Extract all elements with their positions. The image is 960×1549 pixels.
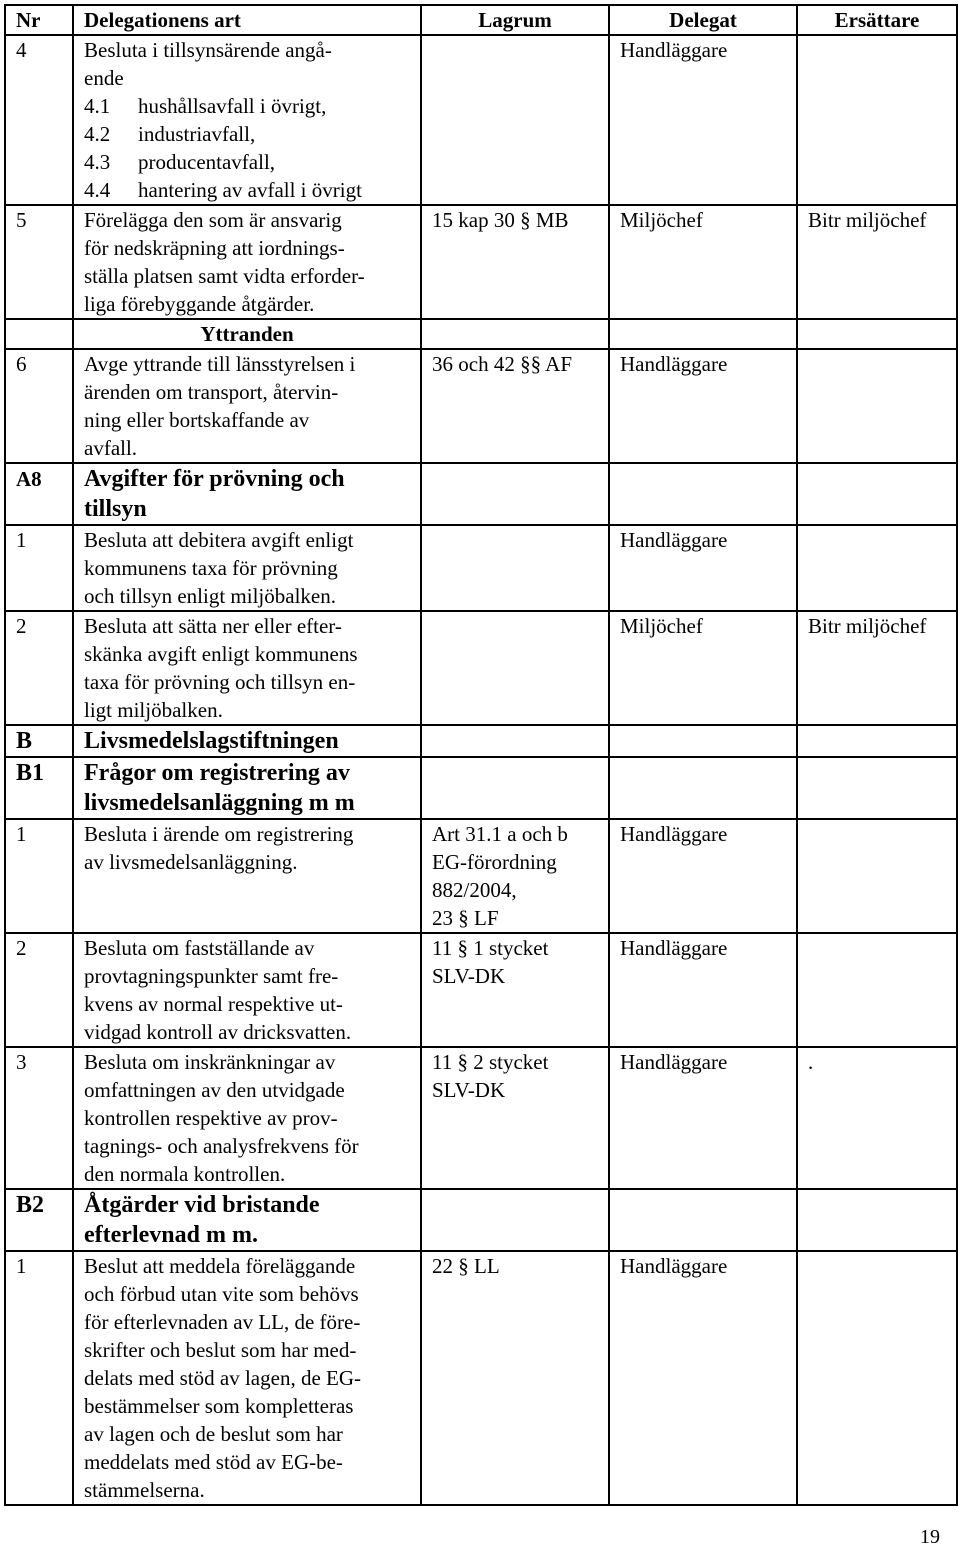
row-delegat: Handläggare (609, 525, 797, 611)
row-ersattare (797, 525, 957, 611)
section-nr: B2 (5, 1189, 73, 1251)
header-delegat: Delegat (609, 5, 797, 35)
row-lagrum: Art 31.1 a och b EG-förordning 882/2004, 23 § LF (421, 819, 609, 933)
row-delegat: Miljöchef (609, 205, 797, 319)
row-delegation: Besluta att sätta ner eller efter- skänka avgift enligt kommunens taxa för prövning och tillsyn en- ligt miljöbalken. (73, 611, 421, 725)
row-lagrum: 11 § 2 stycket SLV-DK (421, 1047, 609, 1189)
row-delegat: Handläggare (609, 933, 797, 1047)
row-nr: 3 (5, 1047, 73, 1189)
row-delegat: Handläggare (609, 35, 797, 205)
list-item: 4.3 producentavfall, (84, 150, 276, 174)
section-row (5, 1189, 957, 1251)
row-delegation-text: Besluta i tillsynsärende angå- ende (84, 38, 332, 90)
section-row (5, 725, 957, 757)
row-lagrum (421, 611, 609, 725)
row-delegation: Besluta om fastställande av provtagningspunkter samt fre- kvens av normal respektive ut- vidgad kontroll av dricksvatten. (73, 933, 421, 1047)
table-row (5, 611, 957, 725)
row-delegat: Handläggare (609, 1251, 797, 1505)
subheading-yttranden: Yttranden (73, 319, 421, 349)
row-delegation: Besluta i ärende om registrering av livsmedelsanläggning. (73, 819, 421, 933)
header-lagrum: Lagrum (421, 5, 609, 35)
header-ersattare: Ersättare (797, 5, 957, 35)
row-delegation: Avge yttrande till länsstyrelsen i ärenden om transport, återvin- ning eller bortskaffande av avfall. (73, 349, 421, 463)
delegation-table (4, 4, 958, 1506)
row-delegat: Handläggare (609, 819, 797, 933)
row-nr: 1 (5, 1251, 73, 1505)
row-ersattare (797, 35, 957, 205)
row-delegation: Beslut att meddela föreläggande och förbud utan vite som behövs för efterlevnaden av LL, de före- skrifter och beslut som har med- delats med stöd av lagen, de EG- bestämmelser som kompletteras av lagen och de beslut som har meddelats med stöd av EG-be- stämmelserna. (73, 1251, 421, 1505)
header-nr: Nr (5, 5, 73, 35)
row-ersattare (797, 349, 957, 463)
list-item: 4.1 hushållsavfall i övrigt, (84, 94, 327, 118)
row-ersattare (797, 819, 957, 933)
row-ersattare (797, 933, 957, 1047)
row-lagrum: 15 kap 30 § MB (421, 205, 609, 319)
subheading-row (5, 319, 957, 349)
row-lagrum: 36 och 42 §§ AF (421, 349, 609, 463)
list-item: 4.4 hantering av avfall i övrigt (84, 178, 362, 202)
table-row (5, 1251, 957, 1505)
table-row (5, 349, 957, 463)
row-nr: 2 (5, 611, 73, 725)
page-number: 19 (920, 1526, 940, 1548)
table-row (5, 1047, 957, 1189)
row-lagrum: 11 § 1 stycket SLV-DK (421, 933, 609, 1047)
section-title: Avgifter för prövning och tillsyn (73, 463, 421, 525)
row-ersattare (797, 1251, 957, 1505)
section-title: Åtgärder vid bristande efterlevnad m m. (73, 1189, 421, 1251)
row-delegat: Miljöchef (609, 611, 797, 725)
list-item: 4.2 industriavfall, (84, 122, 256, 146)
row-delegation: Besluta om inskränkningar av omfattningen av den utvidgade kontrollen respektive av prov- tagnings- och analysfrekvens för den normala kontrollen. (73, 1047, 421, 1189)
row-delegation (73, 35, 421, 205)
section-nr: A8 (5, 463, 73, 525)
row-lagrum (421, 35, 609, 205)
section-row (5, 463, 957, 525)
table-row (5, 205, 957, 319)
table-row (5, 819, 957, 933)
row-nr: 1 (5, 819, 73, 933)
table-row (5, 35, 957, 205)
section-nr: B1 (5, 757, 73, 819)
row-ersattare: . (797, 1047, 957, 1189)
row-nr: 4 (5, 35, 73, 205)
row-nr: 6 (5, 349, 73, 463)
row-nr: 1 (5, 525, 73, 611)
row-lagrum: 22 § LL (421, 1251, 609, 1505)
row-delegation: Besluta att debitera avgift enligt kommunens taxa för prövning och tillsyn enligt miljöbalken. (73, 525, 421, 611)
section-row (5, 757, 957, 819)
row-lagrum (421, 525, 609, 611)
row-delegat: Handläggare (609, 349, 797, 463)
section-title: Frågor om registrering av livsmedelsanläggning m m (73, 757, 421, 819)
header-delegation: Delegationens art (73, 5, 421, 35)
table-row (5, 933, 957, 1047)
table-header-row (5, 5, 957, 35)
row-nr: 5 (5, 205, 73, 319)
section-nr: B (5, 725, 73, 757)
row-delegation: Förelägga den som är ansvarig för nedskräpning att iordnings- ställa platsen samt vidta erforder- liga förebyggande åtgärder. (73, 205, 421, 319)
table-row (5, 525, 957, 611)
row-ersattare: Bitr miljöchef (797, 611, 957, 725)
section-title: Livsmedelslagstiftningen (73, 725, 421, 757)
row-delegat: Handläggare (609, 1047, 797, 1189)
sub-item-list (84, 92, 410, 204)
row-nr: 2 (5, 933, 73, 1047)
row-ersattare: Bitr miljöchef (797, 205, 957, 319)
